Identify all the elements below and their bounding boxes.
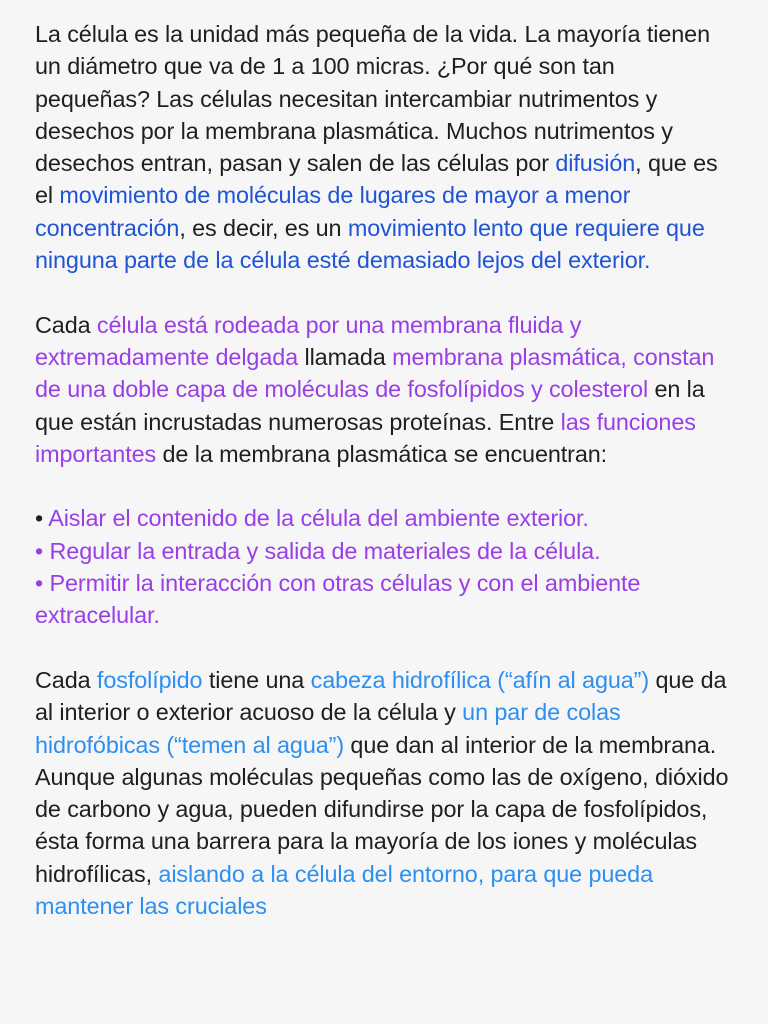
highlight-hydrophilic-head: cabeza hidrofílica (“afín al agua”) — [310, 666, 650, 693]
paragraph-spacer — [35, 470, 734, 502]
list-item-text: Regular la entrada y salida de materiales de la célula. — [43, 537, 601, 564]
bullet-marker: • — [35, 570, 44, 597]
list-item — [35, 502, 734, 534]
text-span: Cada — [35, 666, 97, 693]
bullet-list — [35, 502, 734, 631]
paragraph-cell-size — [35, 18, 734, 276]
text-span: llamada — [298, 343, 393, 370]
highlight-molecule-movement: movimiento de moléculas de lugares de mayor a menor concentración — [35, 182, 631, 241]
highlight-plasma-membrane: membrana plasmática, constan de una doble capa de moléculas de fosfolípidos y colesterol — [35, 343, 715, 403]
highlight-slow-movement: movimiento lento que requiere que ninguna parte de la célula esté demasiado lejos del exterior. — [35, 214, 705, 274]
text-span: tiene una — [202, 666, 311, 693]
paragraph-spacer — [35, 632, 734, 664]
list-item — [35, 567, 734, 632]
bullet-marker: • — [35, 505, 44, 532]
highlight-phospholipid: fosfolípido — [96, 666, 203, 693]
highlight-fluid-membrane: célula está rodeada por una membrana fluida y extremadamente delgada — [35, 311, 582, 370]
bullet-marker: • — [35, 537, 44, 564]
text-span: Cada — [35, 311, 97, 338]
text-span: de la membrana plasmática se encuentran: — [156, 440, 608, 467]
text-span: que dan al interior de la membrana. Aunque algunas moléculas pequeñas como las de oxígeno, dióxido de carbono y agua, pueden difundirse por la capa de fosfolípidos, ésta forma una barrera para la mayoría de los iones y moléculas hidrofílicas, — [35, 731, 729, 887]
text-span: que da al interior o exterior acuoso de la célula y — [35, 666, 727, 726]
highlight-hydrophobic-tails: un par de colas hidrofóbicas (“temen al agua”) — [35, 699, 621, 758]
highlight-important-functions: las funciones importantes — [35, 408, 696, 467]
text-span: La célula es la unidad más pequeña de la vida. La mayoría tienen un diámetro que va de 1 a 100 micras. ¿Por qué son tan pequeñas? Las células necesitan intercambiar nutrimentos y desechos por la membrana plasmática. Muchos nutrimentos y desechos entran, pasan y salen de las células por — [35, 21, 710, 177]
paragraph-plasma-membrane — [35, 309, 734, 470]
paragraph-phospholipid — [35, 664, 734, 922]
list-item-text: Permitir la interacción con otras células y con el ambiente extracelular. — [35, 570, 641, 629]
text-span: , es decir, es un — [179, 214, 348, 241]
text-span: , que es el — [35, 150, 718, 209]
highlight-isolating-cell: aislando a la célula del entorno, para que pueda mantener las cruciales — [35, 860, 653, 920]
paragraph-spacer — [35, 276, 734, 308]
text-span: en la que están incrustadas numerosas proteínas. Entre — [35, 376, 705, 435]
list-item — [35, 535, 734, 567]
list-item-text: Aislar el contenido de la célula del ambiente exterior. — [43, 505, 589, 532]
highlight-diffusion: difusión — [555, 150, 636, 177]
